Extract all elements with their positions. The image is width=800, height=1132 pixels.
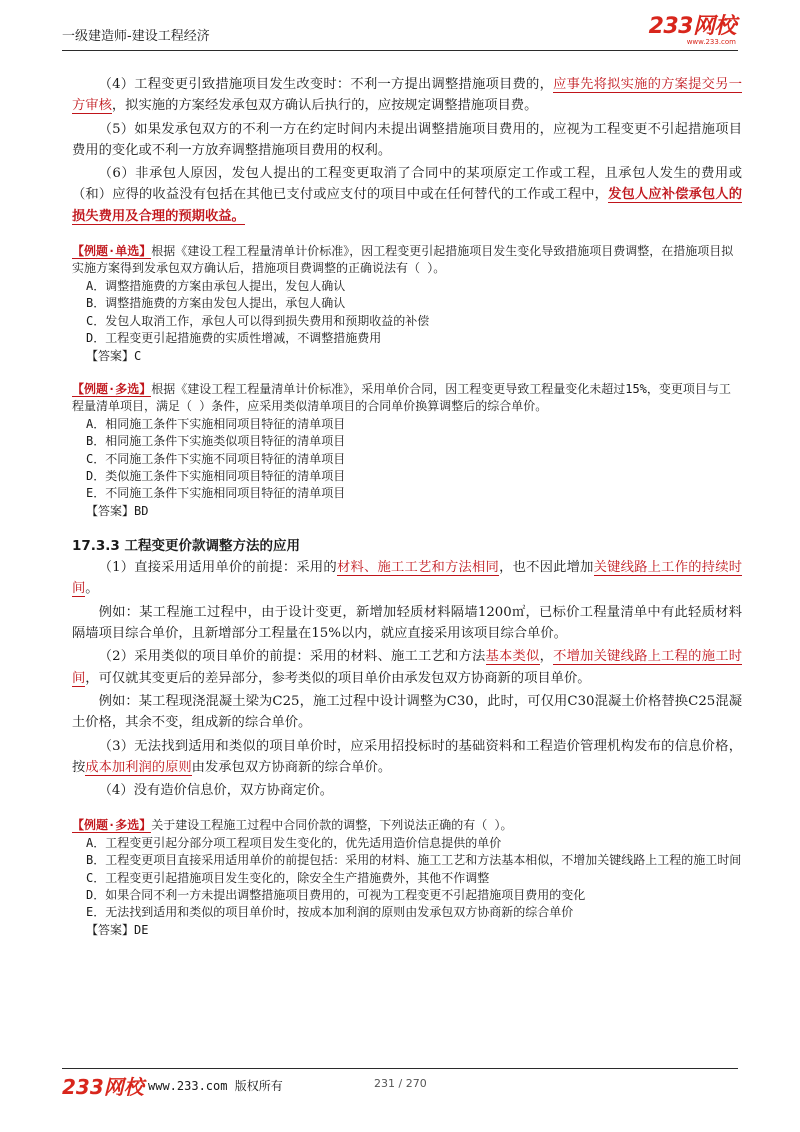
page-number: 231 / 270	[374, 1077, 427, 1090]
header-title: 一级建造师-建设工程经济	[62, 29, 210, 44]
question-stem	[72, 243, 742, 278]
section-title: 17.3.3 工程变更价款调整方法的应用	[72, 538, 301, 555]
option-e: E．无法找到适用和类似的项目单价时，按成本加利润的原则由发承包双方协商新的综合单价	[86, 905, 574, 920]
answer: 【答案】DE	[86, 922, 149, 937]
option-b: B．工程变更项目直接采用适用单价的前提包括：采用的材料、施工工艺和方法基本相似，不增加关键线路上工程的施工时间	[86, 853, 742, 868]
option-d: D．类似施工条件下实施相同项目特征的清单项目	[86, 468, 346, 483]
text: ，可仅就其变更后的差异部分，参考类似的项目单价由承发包双方协商新的项目单价。	[85, 670, 591, 686]
method-3	[72, 736, 742, 779]
text: （6）非承包人原因，发包人提出的工程变更取消了合同中的某项原定工作或工程，且承包人发生的费用或（和）应得的收益没有包括在其他已支付或应支付的项目中或在任何替代的工作或工程中，	[72, 166, 742, 203]
highlight-text: 不增加关键线路上工程的施工时间	[72, 649, 743, 686]
brand-logo[interactable]	[649, 16, 736, 46]
option-c: C．发包人取消工作，承包人可以得到损失费用和预期收益的补偿	[86, 313, 430, 328]
stem-text: 根据《建设工程工程量清单计价标准》，采用单价合同，因工程变更导致工程量变化未超过15%，变更项目与工程量清单项目，满足（ ）条件，应采用类似清单项目的合同单价换算调整后的综合单价。	[72, 381, 731, 414]
text: 。	[85, 581, 99, 597]
answer: 【答案】BD	[86, 503, 149, 518]
option-c: C．不同施工条件下实施不同项目特征的清单项目	[86, 451, 346, 466]
highlight-text: 发包人应补偿承包人的损失费用及合理的预期收益。	[72, 187, 743, 224]
text: ，拟实施的方案经发承包双方确认后执行的，应按规定调整措施项目费。	[111, 98, 538, 114]
text: 由发承包双方协商新的综合单价。	[191, 759, 392, 775]
text: （1）直接采用适用单价的前提：采用的	[98, 560, 337, 576]
answer: 【答案】C	[86, 348, 142, 363]
question-tag: 【例题·单选】	[72, 244, 152, 259]
page-content	[72, 74, 742, 939]
option-e: E．不同施工条件下实施相同项目特征的清单项目	[86, 486, 346, 501]
method-2-example: 例如：某工程现浇混凝土梁为C25，施工过程中设计调整为C30，此时，可仅用C30混凝土价格替换C25混凝土价格，其余不变，组成新的综合单价。	[72, 693, 742, 731]
option-c: C．工程变更引起措施项目发生变化的，除安全生产措施费外，其他不作调整	[86, 870, 490, 885]
highlight-text: 关键线路上工作的持续时间	[72, 560, 743, 597]
highlight-text: 应事先将拟实施的方案提交另一方审核	[72, 77, 742, 114]
question-stem	[72, 817, 742, 834]
highlight-text: 基本类似	[485, 649, 540, 665]
question-tag: 【例题·多选】	[72, 818, 152, 833]
paragraph-5: （5）如果发承包双方的不利一方在约定时间内未提出调整措施项目费用的，应视为工程变更不引起措施项目费用的变化或不利一方放弃调整措施项目费用的权利。	[72, 121, 742, 158]
highlight-text: 材料、施工工艺和方法相同	[336, 560, 500, 576]
option-a: A．相同施工条件下实施相同项目特征的清单项目	[86, 416, 346, 431]
method-4: （4）没有造价信息价，双方协商定价。	[98, 783, 334, 799]
option-a: A．调整措施费的方案由承包人提出，发包人确认	[86, 278, 346, 293]
paragraph-6	[72, 163, 742, 227]
example-single-choice	[72, 243, 742, 365]
text: （3）无法找到适用和类似的项目单价时，应采用招投标时的基础资料和工程造价管理机构发布的信息价格，按	[72, 738, 742, 775]
option-d: D．如果合同不利一方未提出调整措施项目费用的，可视为工程变更不引起措施项目费用的变化	[86, 888, 586, 903]
page-header	[62, 16, 738, 51]
footer-logo[interactable]: 233网校	[62, 1075, 144, 1099]
option-d: D．工程变更引起措施费的实质性增减，不调整措施费用	[86, 331, 382, 346]
example-multi-choice-2	[72, 817, 742, 939]
option-b: B．调整措施费的方案由发包人提出，承包人确认	[86, 296, 346, 311]
text: ，	[539, 649, 554, 665]
stem-text: 根据《建设工程工程量清单计价标准》，因工程变更引起措施项目发生变化导致措施项目费调整，在措施项目拟实施方案得到发承包双方确认后，措施项目费调整的正确说法有（ ）。	[72, 244, 734, 276]
option-b: B．相同施工条件下实施类似项目特征的清单项目	[86, 434, 346, 449]
text: （4）工程变更引致措施项目发生改变时：不利一方提出调整措施项目费的，	[98, 77, 554, 92]
paragraph-4	[72, 74, 742, 117]
stem-text: 关于建设工程施工过程中合同价款的调整，下列说法正确的有（ ）。	[151, 818, 513, 833]
logo-url: www.233.com	[686, 38, 736, 46]
highlight-text: 成本加利润的原则	[85, 759, 192, 775]
question-tag: 【例题·多选】	[72, 381, 152, 396]
option-a: A．工程变更引起分部分项工程项目发生变化的，优先适用造价信息提供的单价	[86, 835, 502, 850]
page-footer	[62, 1068, 738, 1099]
method-1	[72, 557, 742, 600]
method-2	[72, 646, 742, 689]
footer-site[interactable]: www.233.com 版权所有	[148, 1079, 283, 1093]
text: （2）采用类似的项目单价的前提：采用的材料、施工工艺和方法	[98, 649, 486, 665]
method-1-example: 例如：某工程施工过程中，由于设计变更，新增加轻质材料隔墙1200㎡，已标价工程量清单中有此轻质材料隔墙项目综合单价，且新增部分工程量在15%以内，就应直接采用该项目综合单价。	[72, 604, 742, 642]
question-stem	[72, 381, 742, 416]
logo-text: 233网校	[648, 14, 736, 39]
text: ，也不因此增加	[499, 560, 594, 576]
example-multi-choice-1	[72, 381, 742, 520]
